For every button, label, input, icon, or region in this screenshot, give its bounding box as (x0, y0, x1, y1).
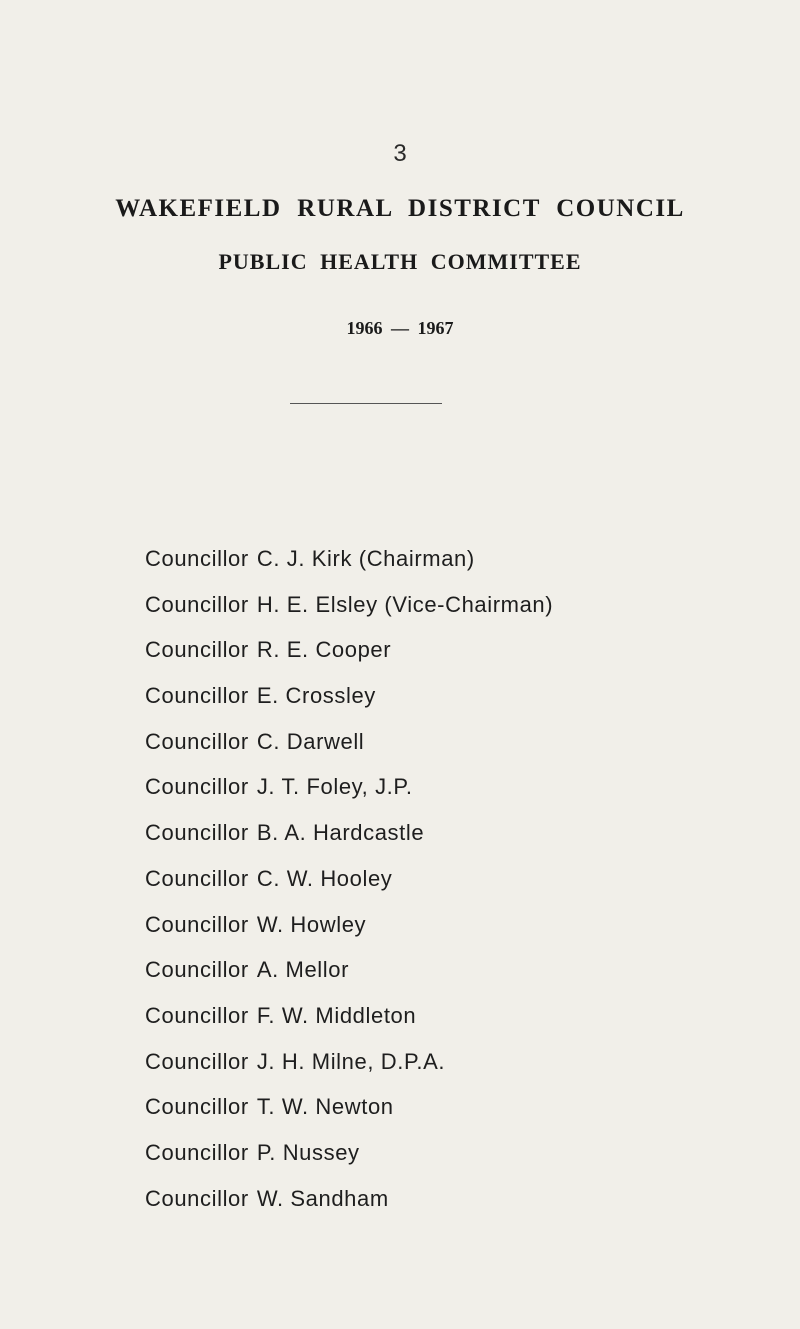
member-role: Councillor (145, 1002, 249, 1028)
member-name: A. Mellor (256, 957, 350, 983)
member-role: Councillor (145, 591, 249, 617)
member-role: Councillor (145, 683, 249, 709)
page-number: 3 (393, 140, 407, 167)
member-role: Councillor (145, 1094, 249, 1120)
member-row (145, 902, 553, 948)
member-name: T. W. Newton (256, 1094, 394, 1120)
member-row (145, 627, 553, 673)
member-name: H. E. Elsley (Vice-Chairman) (256, 591, 554, 617)
divider-rule (290, 403, 442, 404)
member-name: P. Nussey (256, 1139, 360, 1165)
member-row (145, 536, 553, 582)
member-name: J. H. Milne, D.P.A. (256, 1048, 446, 1074)
member-name: E. Crossley (256, 683, 376, 709)
member-name: W. Howley (256, 911, 367, 937)
member-row (145, 1176, 553, 1222)
member-name: J. T. Foley, J.P. (256, 774, 413, 800)
member-row (145, 947, 553, 993)
member-list (145, 536, 553, 1221)
member-row (145, 810, 553, 856)
member-row (145, 1130, 553, 1176)
member-role: Councillor (145, 546, 249, 571)
committee-title: PUBLIC HEALTH COMMITTEE (218, 249, 582, 274)
member-name: R. E. Cooper (256, 637, 392, 663)
member-role: Councillor (145, 774, 249, 800)
member-role: Councillor (145, 1139, 249, 1165)
member-name: F. W. Middleton (256, 1002, 417, 1028)
member-row (145, 719, 553, 765)
member-name: C. W. Hooley (256, 865, 393, 891)
member-role: Councillor (145, 911, 249, 937)
member-row (145, 993, 553, 1039)
year-range: 1966 — 1967 (346, 318, 454, 338)
member-role: Councillor (145, 728, 249, 754)
member-role: Councillor (145, 1048, 249, 1074)
member-name: W. Sandham (256, 1185, 389, 1211)
member-role: Councillor (145, 637, 249, 663)
member-role: Councillor (145, 957, 249, 983)
member-name: C. Darwell (256, 728, 365, 754)
member-role: Councillor (145, 820, 249, 846)
member-role: Councillor (145, 1185, 249, 1211)
member-row (145, 1039, 553, 1085)
member-row (145, 1084, 553, 1130)
member-role: Councillor (145, 865, 249, 891)
member-row (145, 582, 553, 628)
member-name: B. A. Hardcastle (256, 820, 425, 846)
member-row (145, 673, 553, 719)
council-title: WAKEFIELD RURAL DISTRICT COUNCIL (115, 195, 685, 222)
member-row (145, 856, 553, 902)
member-name: C. J. Kirk (Chairman) (256, 546, 475, 571)
member-row (145, 764, 553, 810)
